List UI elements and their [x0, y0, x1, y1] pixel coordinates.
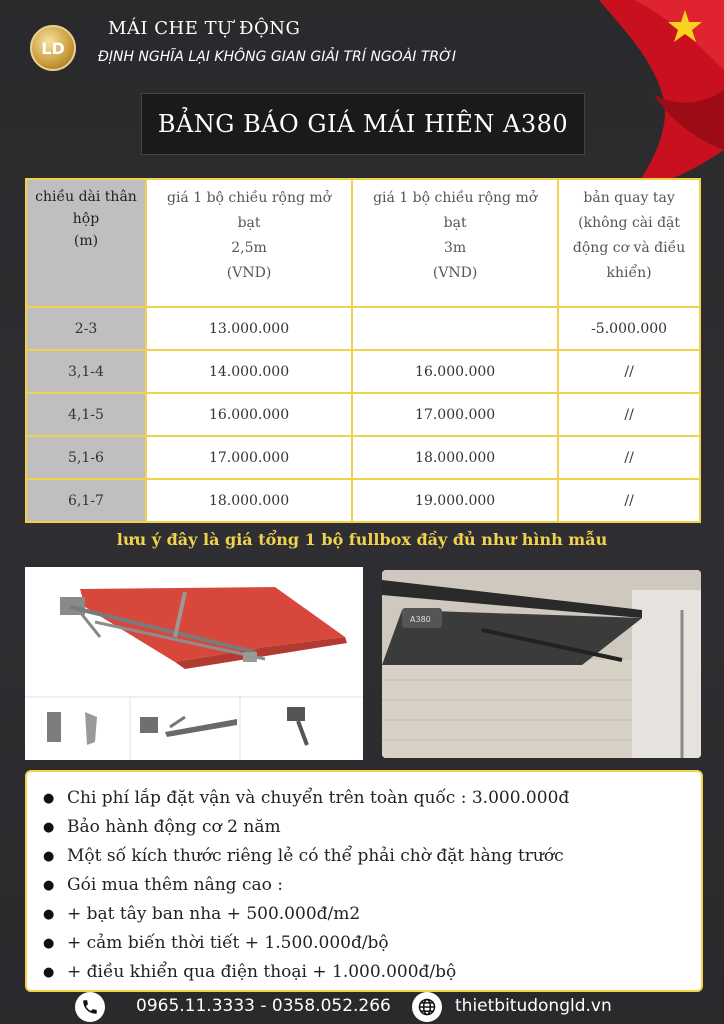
table-cell [352, 307, 558, 350]
list-item: ● Gói mua thêm nâng cao : [67, 871, 701, 900]
header-cell: bản quay tay (không cài đặt động cơ và điều khiển) [558, 179, 700, 307]
table-cell: 17.000.000 [352, 393, 558, 436]
table-cell: 18.000.000 [352, 436, 558, 479]
table-cell: 6,1-7 [26, 479, 146, 522]
table-cell: // [558, 350, 700, 393]
table-cell: 19.000.000 [352, 479, 558, 522]
list-item: ● Một số kích thước riêng lẻ có thể phải chờ đặt hàng trước [67, 842, 701, 871]
table-cell: 16.000.000 [352, 350, 558, 393]
table-cell: // [558, 393, 700, 436]
table-cell: 18.000.000 [146, 479, 352, 522]
table-cell: 2-3 [26, 307, 146, 350]
header-cell: giá 1 bộ chiều rộng mở bạt 3m (VND) [352, 179, 558, 307]
table-row [26, 350, 700, 393]
table-row [26, 393, 700, 436]
brand-logo: LD [30, 25, 76, 71]
list-item: ● + cảm biến thời tiết + 1.500.000đ/bộ [67, 929, 701, 958]
product-photo-awning [25, 567, 363, 760]
table-header-row [26, 179, 700, 307]
list-item: ● + điều khiển qua điện thoại + 1.000.000đ/bộ [67, 958, 701, 987]
brand-subtitle: ĐỊNH NGHĨA LẠI KHÔNG GIAN GIẢI TRÍ NGOÀI TRỜI [98, 49, 457, 65]
header-cell: chiều dài thân hộp (m) [26, 179, 146, 307]
price-note: lưu ý đây là giá tổng 1 bộ fullbox đầy đủ như hình mẫu [116, 530, 608, 549]
table-row [26, 307, 700, 350]
table-cell: 5,1-6 [26, 436, 146, 479]
table-cell: 13.000.000 [146, 307, 352, 350]
table-row [26, 479, 700, 522]
globe-icon [412, 992, 442, 1022]
info-list [27, 772, 701, 987]
table-row [26, 436, 700, 479]
footer-website[interactable]: thietbitudongld.vn [455, 996, 612, 1016]
photo-label: A380 [410, 615, 431, 624]
table-cell: // [558, 479, 700, 522]
table-cell: 3,1-4 [26, 350, 146, 393]
info-box [25, 770, 703, 992]
list-item: ● Bảo hành động cơ 2 năm [67, 813, 701, 842]
page-title: BẢNG BÁO GIÁ MÁI HIÊN A380 [141, 93, 585, 155]
price-table [25, 178, 701, 523]
table-cell: // [558, 436, 700, 479]
table-cell: 16.000.000 [146, 393, 352, 436]
footer [0, 990, 724, 1024]
table-cell: -5.000.000 [558, 307, 700, 350]
table-cell: 17.000.000 [146, 436, 352, 479]
brand-title: MÁI CHE TỰ ĐỘNG [108, 18, 301, 39]
table-cell: 4,1-5 [26, 393, 146, 436]
list-item: ● Chi phí lắp đặt vận và chuyển trên toàn quốc : 3.000.000đ [67, 784, 701, 813]
header-cell: giá 1 bộ chiều rộng mở bạt 2,5m (VND) [146, 179, 352, 307]
table-cell: 14.000.000 [146, 350, 352, 393]
product-photo-installed [382, 570, 701, 758]
list-item: ● + bạt tây ban nha + 500.000đ/m2 [67, 900, 701, 929]
footer-phone: 0965.11.3333 - 0358.052.266 [136, 996, 391, 1016]
phone-icon [75, 992, 105, 1022]
